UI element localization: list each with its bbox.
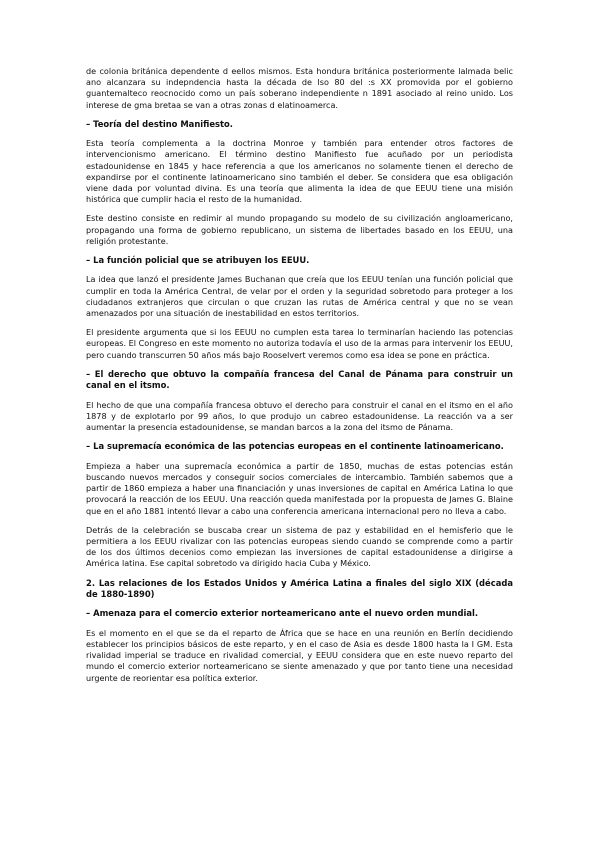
heading-canal-panama: – El derecho que obtuvo la compañía francesa del Canal de Pánama para construir un canal en el itsmo. <box>86 368 513 391</box>
heading-supremacia-economica: – La supremacía económica de las potencias europeas en el continente latinoamericano. <box>86 441 504 452</box>
paragraph-celebracion-paz: Detrás de la celebración se buscaba crear un sistema de paz y estabilidad en el hemisferio que le permitiera a los EEUU rivalizar con las potencias europeas siendo cuando se comprende como a partir de los dos últimos decenios como empiezan las inversiones de capital estadounidense a dirigirse a América latina. Ese capital sobretodo va dirigido hacia Cuba y México. <box>86 524 513 569</box>
paragraph-colonia-britanica: de colonia británica dependente d eellos mismos. Esta hondura británica posteriormente lalmada belic ano alcanzara su indepndencia hasta la década de lso 80 del :s XX promovida por el gobierno guantemalteco reocnocido como un país soberano independiente n 1891 asociado al reino unido. Los interese de gma bretaa se van a otras zonas d elatinoamerca. <box>86 66 513 110</box>
paragraph-supremacia-1850: Empieza a haber una supremacía económica a partir de 1850, muchas de estas potencias están buscando nuevos mercados y conseguir socios comerciales de intercambio. También sabemos que a partir de 1860 empieza a haber una financiación y unas inversiones de capital en América Latina lo que provocará la reacción de los EEUU. Una reacción queda manifestada por la propuesta de James G. Blaine que en el año 1881 intentó llevar a cabo una conferencia americana internacional pero no lleva a cabo. <box>86 460 513 516</box>
heading-section-2: 2. Las relaciones de los Estados Unidos y América Latina a finales del siglo XIX (década de 1880-1890) <box>86 577 513 599</box>
heading-funcion-policial: – La función policial que se atribuyen los EEUU. <box>86 255 310 266</box>
paragraph-redimir-mundo: Este destino consiste en redimir al mundo propagando su modelo de su civilización angloamericano, propagando una forma de gobierno republicano, un sistema de libertades basado en los EEUU, una religión protestante. <box>86 213 513 246</box>
paragraph-compania-francesa: El hecho de que una compañía francesa obtuvo el derecho para construir el canal en el itsmo en el año 1878 y de explotarlo por 99 años, lo que produjo un cabreo estadounidense. La reacción va a ser aumentar la presencia estadounidense, se mandan barcos a la zona del itsmo de Pánama. <box>86 399 513 433</box>
paragraph-teoria-complementa: Esta teoría complementa a la doctrina Monroe y también para entender otros factores de intervencionismo americano. El término destino Manifiesto fue acuñado por un periodista estadounidense en 1845 y hace referencia a que los americanos no solamente tienen el derecho de expandirse por el continente latinoamericano sino también el deber. Se considera que esa obligación viene dada por voluntad divina. Es una teoría que alimenta la idea de que EEUU tiene una misión histórica que cumplir hacia el resto de la humanidad. <box>86 138 513 205</box>
heading-destino-manifiesto: – Teoría del destino Manifiesto. <box>86 118 233 129</box>
paragraph-reparto-africa: Es el momento en el que se da el reparto de África que se hace en una reunión en Berlín decidiendo establecer los principios básicos de este reparto, y en el caso de Asia es desde 1800 hasta la I GM. Esta rivalidad imperial se traduce en rivalidad comercial, y EEUU considera que en este nuevo reparto del mundo el comercio exterior norteamericano se siente amenazado y que por tanto tiene una necesidad urgente de reorientar esa política exterior. <box>86 627 513 683</box>
paragraph-presidente-argumenta: El presidente argumenta que si los EEUU no cumplen esta tarea lo terminarían haciendo las potencias europeas. El Congreso en este momento no autoriza todavía el uso de la armas para intervenir los EEUU, pero cuando transcurren 50 años más bajo Rooselvert veremos como esa idea se pone en práctica. <box>86 327 513 360</box>
heading-amenaza-comercio: – Amenaza para el comercio exterior norteamericano ante el nuevo orden mundial. <box>86 608 479 619</box>
paragraph-james-buchanan: La idea que lanzó el presidente James Buchanan que creía que los EEUU tenían una función policial que cumplir en toda la América Central, de velar por el orden y la seguridad sobretodo para proteger a los ciudadanos extranjeros que circulan o que cruzan las rutas de América central y que no se vean amenazados por una situación de inestabilidad en estos territorios. <box>86 274 513 319</box>
